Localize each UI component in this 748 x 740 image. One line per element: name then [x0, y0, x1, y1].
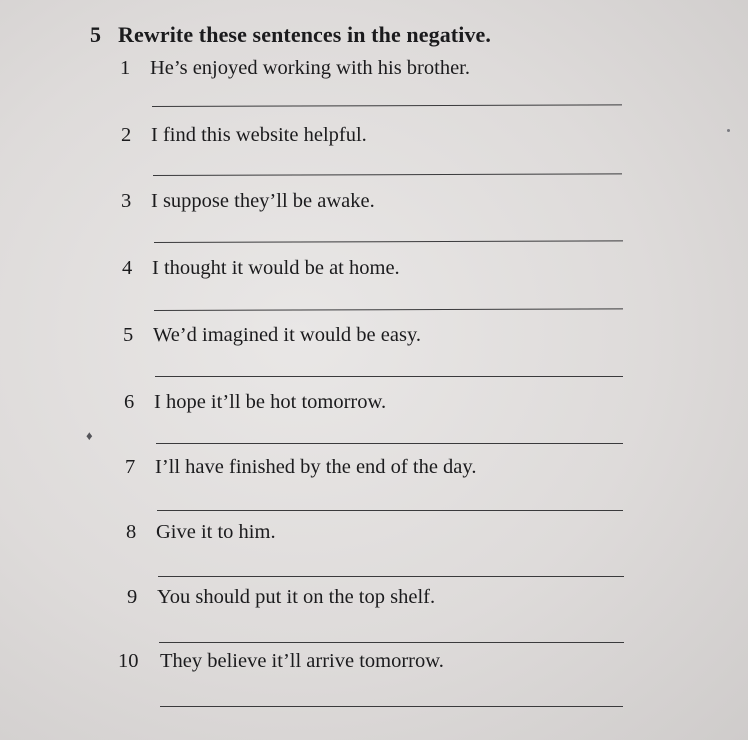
answer-line[interactable]	[153, 173, 622, 176]
item-number: 4	[122, 257, 133, 279]
item-sentence: You should put it on the top shelf.	[157, 586, 436, 608]
exercise-item	[126, 521, 276, 544]
item-number: 7	[125, 456, 136, 478]
exercise-item	[124, 391, 386, 414]
exercise-item	[118, 650, 444, 673]
answer-line[interactable]	[157, 510, 623, 511]
answer-line[interactable]	[152, 104, 622, 107]
exercise-item	[121, 124, 367, 147]
item-number: 8	[126, 521, 137, 543]
exercise-item	[122, 257, 400, 280]
item-number: 5	[123, 324, 134, 346]
exercise-item	[127, 586, 435, 609]
item-number: 9	[127, 586, 138, 608]
item-sentence: He’s enjoyed working with his brother.	[150, 57, 470, 79]
exercise-item	[120, 57, 470, 80]
item-sentence: I thought it would be at home.	[152, 257, 400, 279]
exercise-heading	[90, 22, 491, 48]
item-sentence: They believe it’ll arrive tomorrow.	[160, 650, 444, 672]
answer-line[interactable]	[159, 642, 624, 643]
item-number: 6	[124, 391, 135, 413]
item-sentence: Give it to him.	[156, 521, 276, 543]
answer-line[interactable]	[154, 308, 623, 311]
item-sentence: We’d imagined it would be easy.	[153, 324, 422, 346]
item-sentence: I find this website helpful.	[151, 124, 367, 146]
exercise-item	[121, 190, 375, 213]
exercise-instruction: Rewrite these sentences in the negative.	[118, 22, 492, 47]
exercise-number: 5	[90, 22, 102, 47]
answer-line[interactable]	[154, 240, 623, 243]
item-number: 2	[121, 124, 132, 146]
item-number: 10	[118, 650, 139, 672]
item-sentence: I hope it’ll be hot tomorrow.	[154, 391, 387, 413]
answer-line[interactable]	[158, 576, 624, 577]
exercise-item	[125, 456, 476, 479]
answer-line[interactable]	[155, 376, 623, 377]
item-number: 1	[120, 57, 131, 79]
pen-mark: ♦	[86, 428, 93, 443]
answer-line[interactable]	[156, 443, 623, 444]
item-number: 3	[121, 190, 132, 212]
answer-line[interactable]	[160, 706, 623, 707]
item-sentence: I suppose they’ll be awake.	[151, 190, 375, 212]
exercise-item	[123, 324, 421, 347]
paper-speck	[727, 129, 730, 132]
item-sentence: I’ll have finished by the end of the day.	[155, 456, 477, 478]
